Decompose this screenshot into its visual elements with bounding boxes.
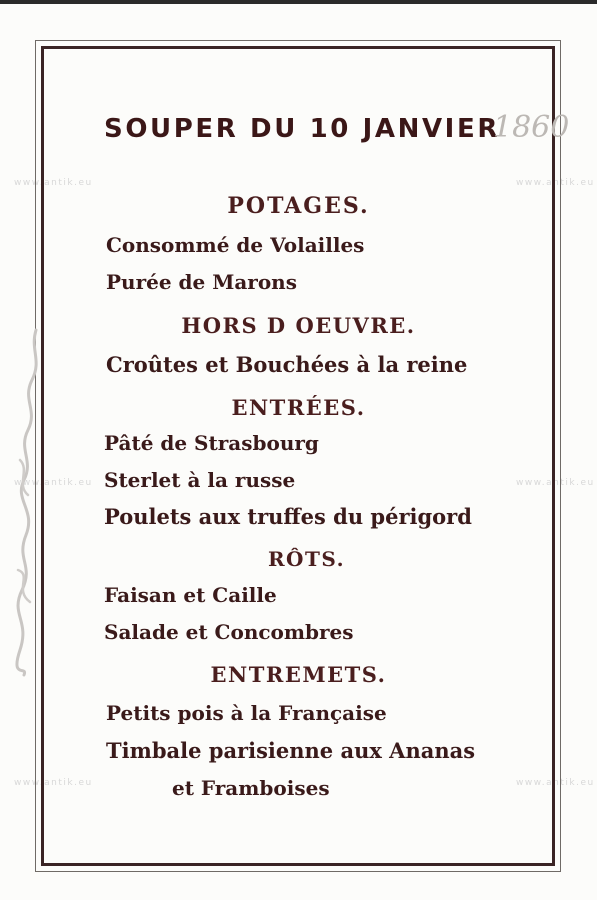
menu-item: Salade et Concombres <box>104 620 354 644</box>
watermark: www.antik.eu <box>14 478 93 488</box>
card-top-edge <box>0 0 597 4</box>
menu-item: Petits pois à la Française <box>106 701 387 725</box>
menu-title: SOUPER DU 10 JANVIER <box>104 114 500 144</box>
section-heading-rots: RÔTS. <box>267 547 346 571</box>
menu-item: Poulets aux truffes du périgord <box>104 504 472 529</box>
watermark: www.antik.eu <box>14 778 93 788</box>
menu-item: Sterlet à la russe <box>104 468 296 492</box>
section-heading-hors-d-oeuvre: HORS D OEUVRE. <box>181 313 416 338</box>
menu-item: Timbale parisienne aux Ananas <box>106 738 476 763</box>
menu-item: Pâté de Strasbourg <box>104 431 319 455</box>
handwritten-signature <box>8 320 48 680</box>
watermark: www.antik.eu <box>14 178 93 188</box>
menu-item: et Framboises <box>172 776 330 800</box>
year-annotation: 1860 <box>493 110 570 145</box>
menu-item: Faisan et Caille <box>104 583 277 607</box>
watermark: www.antik.eu <box>516 778 595 788</box>
watermark: www.antik.eu <box>516 478 595 488</box>
watermark: www.antik.eu <box>516 178 595 188</box>
menu-item: Consommé de Volailles <box>106 233 365 257</box>
section-heading-entremets: ENTREMETS. <box>210 662 387 687</box>
menu-item: Croûtes et Bouchées à la reine <box>106 352 468 377</box>
section-heading-entrees: ENTRÉES. <box>231 395 366 420</box>
menu-item: Purée de Marons <box>106 270 297 294</box>
section-heading-potages: POTAGES. <box>227 193 370 219</box>
